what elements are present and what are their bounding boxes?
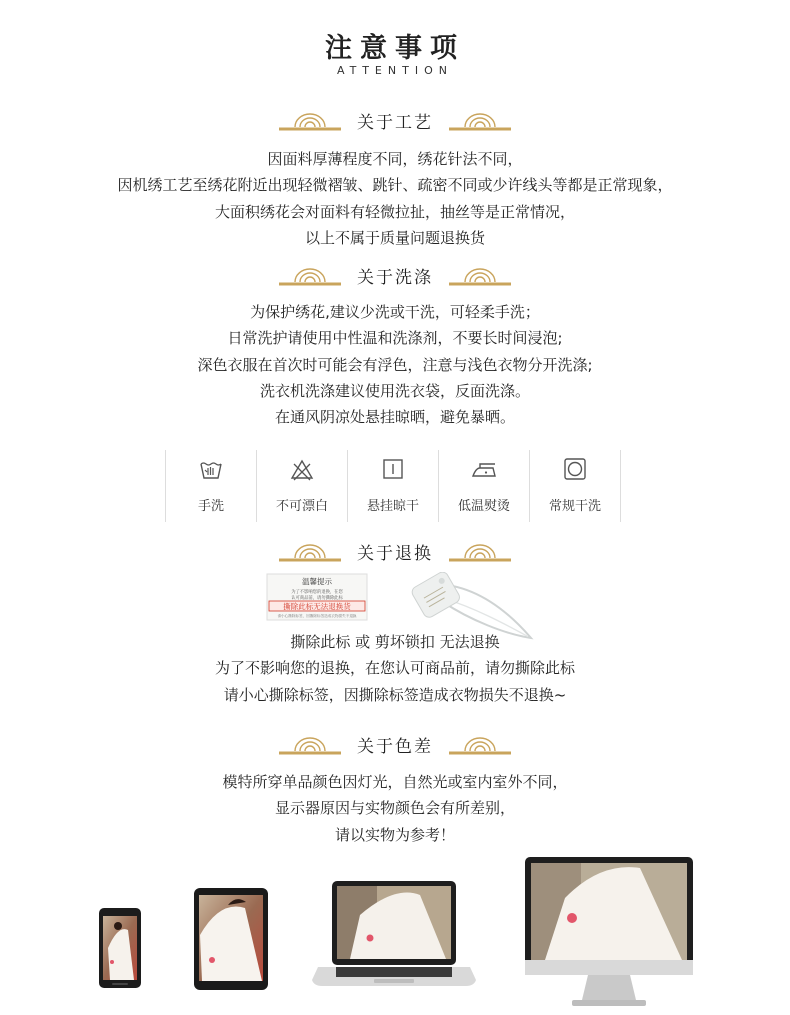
monitor-device — [525, 857, 693, 1006]
care-icons-row — [165, 450, 625, 522]
section-body-craft — [0, 146, 790, 251]
section-body-returns — [0, 629, 790, 708]
care-label: 低温熨烫 — [457, 499, 510, 514]
body-line: 请小心撕除标签，因撕除标签造成衣物损失不退换~ — [223, 685, 567, 704]
body-line: 大面积绣花会对面料有轻微拉扯，抽丝等是正常情况， — [214, 202, 575, 221]
devices-illustration — [0, 850, 790, 1015]
body-line: 为了不影响您的退换，在您认可商品前，请勿撕除此标 — [214, 659, 575, 678]
wave-ornament-right-icon — [447, 109, 513, 131]
warning-tag-card — [267, 574, 367, 620]
page-title: 注意事项 — [325, 33, 465, 64]
wave-ornament-left-icon — [277, 733, 343, 755]
care-item-dry-clean — [529, 450, 621, 522]
hang-dry-icon — [380, 456, 406, 482]
wave-ornament-left-icon — [277, 540, 343, 562]
body-line: 因机绣工艺至绣花附近出现轻微褶皱、跳针、疏密不同或少许线头等都是正常现象， — [117, 176, 673, 195]
tag-card-title: 温馨提示 — [302, 577, 332, 586]
wave-ornament-left-icon — [277, 264, 343, 286]
body-line: 显示器原因与实物颜色会有所差别， — [274, 799, 515, 818]
care-item-no-bleach — [256, 450, 347, 522]
section-title: 关于工艺 — [357, 112, 433, 133]
care-label: 不可漂白 — [275, 499, 328, 514]
tag-card-text: 认可商品前，请勿撕除此标 — [291, 596, 343, 601]
section-title: 关于退换 — [357, 543, 433, 564]
section-body-color-difference — [0, 769, 790, 848]
hand-wash-icon — [198, 456, 224, 482]
section-header-craft — [0, 108, 790, 132]
section-header-returns — [0, 539, 790, 563]
low-iron-icon — [471, 456, 497, 482]
tag-card-text: 为了不影响您的退换，在您 — [291, 590, 343, 595]
laptop-device — [312, 881, 476, 986]
body-line: 撕除此标 或 剪坏锁扣 无法退换 — [290, 633, 500, 651]
section-title: 关于色差 — [357, 736, 433, 757]
tag-card-footer: 请小心撕除标签，因撕除标签造成衣物损失不退换 — [277, 614, 357, 618]
wave-ornament-right-icon — [447, 264, 513, 286]
dry-clean-icon — [562, 456, 588, 482]
care-label: 手洗 — [197, 499, 224, 514]
care-label: 悬挂晾干 — [366, 499, 419, 514]
page-subtitle: ATTENTION — [337, 64, 453, 77]
tablet-device — [194, 888, 268, 990]
body-line: 在通风阴凉处悬挂晾晒，避免暴晒。 — [274, 408, 515, 427]
section-header-color-difference — [0, 732, 790, 756]
body-line: 请以实物为参考！ — [334, 825, 455, 844]
section-title: 关于洗涤 — [357, 267, 433, 288]
body-line: 以上不属于质量问题退换货 — [304, 228, 485, 247]
tag-card-warning: 撕除此标无法退换货 — [283, 602, 351, 611]
wave-ornament-left-icon — [277, 109, 343, 131]
care-label: 常规干洗 — [548, 499, 601, 514]
no-bleach-icon — [289, 456, 315, 482]
care-item-hang-dry — [347, 450, 438, 522]
wave-ornament-right-icon — [447, 540, 513, 562]
body-line: 因面料厚薄程度不同，绣花针法不同， — [267, 150, 523, 168]
wave-ornament-right-icon — [447, 733, 513, 755]
body-line: 洗衣机洗涤建议使用洗衣袋，反面洗涤。 — [259, 381, 530, 400]
body-line: 深色衣服在首次时可能会有浮色，注意与浅色衣物分开洗涤; — [197, 355, 593, 374]
body-line: 模特所穿单品颜色因灯光，自然光或室内室外不同， — [222, 773, 568, 791]
body-line: 日常洗护请使用中性温和洗涤剂，不要长时间浸泡; — [227, 329, 563, 348]
body-line: 为保护绣花,建议少洗或干洗，可轻柔手洗； — [250, 303, 540, 321]
care-item-hand-wash — [165, 450, 256, 522]
phone-device — [99, 908, 141, 988]
care-item-low-iron — [438, 450, 529, 522]
section-header-washing — [0, 263, 790, 287]
section-body-washing — [0, 299, 790, 430]
